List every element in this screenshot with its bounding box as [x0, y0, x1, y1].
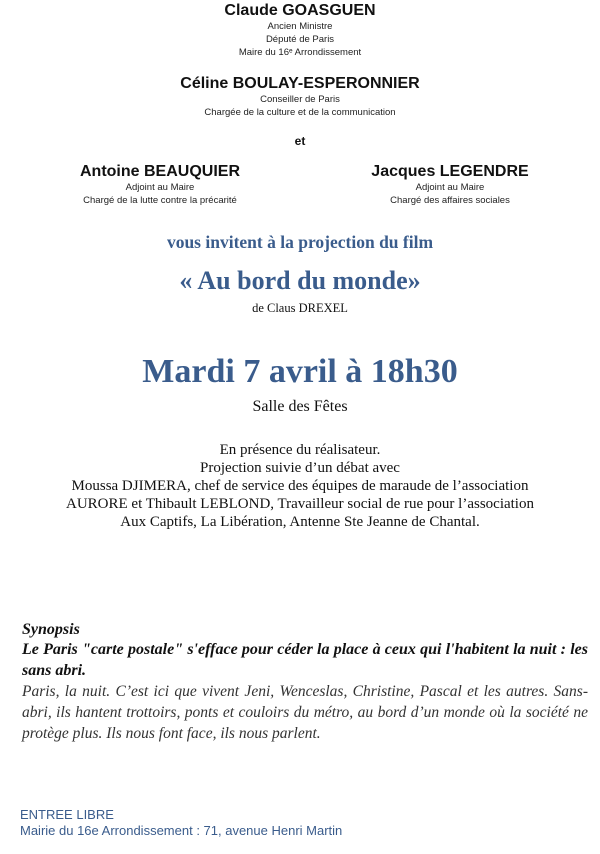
host-right-title-1: Adjoint au Maire: [415, 182, 485, 193]
synopsis: [22, 621, 588, 744]
host-secondary-title-2: Chargée de la culture et de la communication: [204, 107, 396, 118]
host-left-title-2: Chargé de la lutte contre la précarité: [83, 195, 237, 206]
event-date-time: Mardi 7 avril à 18h30: [142, 353, 458, 390]
footer-address: Mairie du 16e Arrondissement : 71, avenue Henri Martin: [20, 823, 343, 838]
footer: [20, 807, 590, 839]
host-right: [330, 163, 570, 207]
event-details: [0, 441, 600, 531]
footer-entry: ENTREE LIBRE: [20, 807, 114, 822]
film-director: de Claus DREXEL: [252, 301, 348, 315]
host-primary-title-3: Maire du 16ᵉ Arrondissement: [238, 47, 362, 58]
host-right-name: Jacques LEGENDRE: [371, 163, 529, 180]
host-primary: [0, 2, 600, 59]
event-venue: Salle des Fêtes: [252, 398, 348, 415]
invitation-lead: vous invitent à la projection du film: [166, 232, 434, 252]
host-secondary: [0, 75, 600, 119]
details-line-2: Projection suivie d’un débat avec: [200, 460, 400, 476]
synopsis-lead: Le Paris "carte postale" s'efface pour céder la place à ceux qui l'habitent la nuit : les sans abri.: [22, 641, 588, 679]
host-left-name: Antoine BEAUQUIER: [80, 163, 240, 180]
synopsis-heading: Synopsis: [22, 621, 80, 638]
host-secondary-name: Céline BOULAY-ESPERONNIER: [180, 75, 420, 92]
host-primary-title-2: Député de Paris: [265, 34, 335, 45]
host-right-title-2: Chargé des affaires sociales: [390, 195, 510, 206]
details-line-5: Aux Captifs, La Libération, Antenne Ste Jeanne de Chantal.: [120, 514, 480, 530]
details-line-3: Moussa DJIMERA, chef de service des équipes de maraude de l’association: [71, 478, 529, 494]
details-line-4: AURORE et Thibault LEBLOND, Travailleur social de rue pour l’association: [66, 496, 534, 512]
film-title: « Au bord du monde»: [179, 266, 421, 295]
host-primary-title-1: Ancien Ministre: [267, 21, 333, 32]
synopsis-text: Paris, la nuit. C’est ici que vivent Jeni, Wenceslas, Christine, Pascal et les autres. Sans-abri, ils hantent trottoirs, ponts et couloirs du métro, au bord d’un monde où la société ne protège plus. Ils nous font face, ils nous parlent.: [22, 683, 588, 742]
host-left: [40, 163, 280, 207]
details-line-1: En présence du réalisateur.: [219, 442, 381, 458]
host-primary-name: Claude GOASGUEN: [224, 2, 376, 19]
and-label: et: [294, 134, 306, 148]
host-left-title-1: Adjoint au Maire: [125, 182, 195, 193]
host-secondary-title-1: Conseiller de Paris: [260, 94, 340, 105]
